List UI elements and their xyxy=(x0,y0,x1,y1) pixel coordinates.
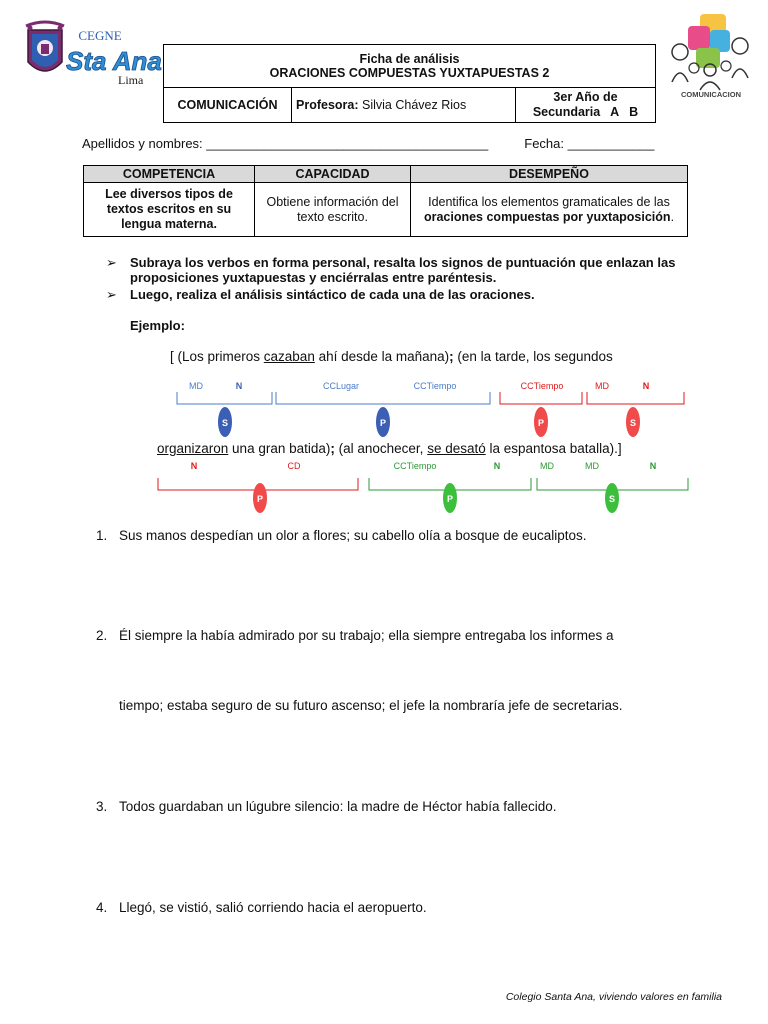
communication-people-icon xyxy=(672,14,748,90)
exercise-1 xyxy=(96,528,736,543)
analysis-label: CCTiempo xyxy=(413,381,457,391)
analysis-label: MD xyxy=(585,461,599,471)
exercise-text: Sus manos despedían un olor a flores; su cabello olía a bosque de eucaliptos. xyxy=(119,528,587,543)
competency-table xyxy=(83,165,688,237)
desempeno-bold: oraciones compuestas por yuxtaposición xyxy=(423,209,671,224)
logo-main-text: Sta Ana xyxy=(66,46,162,76)
name-field[interactable]: _______________________________________ xyxy=(206,136,489,151)
instruction-2-text: Luego, realiza el análisis sintáctico de cada una de las oraciones. xyxy=(130,287,535,302)
capacidad-cell: Obtiene información del texto escrito. xyxy=(255,183,411,237)
student-info-line xyxy=(82,136,682,151)
analysis-label: N xyxy=(649,461,657,471)
exercise-text: tiempo; estaba seguro de su futuro ascenso; el jefe la nombraría jefe de secretarias. xyxy=(119,698,623,713)
teacher-name: Silvia Chávez Rios xyxy=(362,98,467,112)
bracket-subject xyxy=(587,392,684,404)
desempeno-pre: Identifica los elementos gramaticales de las xyxy=(428,194,670,209)
example-text: ahí desde la mañana) xyxy=(314,349,450,364)
bracket-subject xyxy=(177,392,272,404)
example-text: (en la tarde, los segundos xyxy=(453,349,613,364)
oval-p xyxy=(376,407,390,437)
analysis-label: MD xyxy=(189,381,203,391)
desempeno-post: . xyxy=(670,209,675,224)
communication-logo-caption: COMUNICACION xyxy=(681,90,741,99)
teacher-cell xyxy=(292,88,516,123)
oval-p xyxy=(253,483,267,513)
oval-label: P xyxy=(446,494,454,504)
teacher-label: Profesora: xyxy=(296,98,359,112)
example-line-1 xyxy=(170,349,613,364)
header-capacidad: CAPACIDAD xyxy=(255,166,411,183)
date-label: Fecha: xyxy=(524,136,568,151)
desempeno-cell xyxy=(411,183,688,237)
example-label: Ejemplo: xyxy=(130,318,185,333)
analysis-label: CCTiempo xyxy=(520,381,564,391)
grade-line1: 3er Año de xyxy=(553,90,618,104)
exercise-number: 4. xyxy=(96,900,108,915)
syntax-analysis-diagram xyxy=(0,370,768,520)
analysis-label: N xyxy=(493,461,501,471)
oval-label: P xyxy=(379,418,387,428)
example-verb: se desató xyxy=(427,441,486,456)
analysis-label: N xyxy=(235,381,243,391)
header-competencia: COMPETENCIA xyxy=(84,166,255,183)
example-verb: organizaron xyxy=(157,441,229,456)
exercise-number: 1. xyxy=(96,528,108,543)
name-label: Apellidos y nombres: xyxy=(82,136,207,151)
worksheet-type: Ficha de análisis xyxy=(359,52,460,66)
exercise-text: Todos guardaban un lúgubre silencio: la madre de Héctor había fallecido. xyxy=(119,799,557,814)
worksheet-title: ORACIONES COMPUESTAS YUXTAPUESTAS 2 xyxy=(269,66,550,80)
header-table xyxy=(163,44,656,123)
instruction-1 xyxy=(108,255,728,285)
logo-bottom-text: Lima xyxy=(118,73,144,87)
bullet-arrow-icon: ➢ xyxy=(106,255,117,270)
analysis-label: CD xyxy=(287,461,301,471)
oval-label: S xyxy=(629,418,637,428)
page-footer: Colegio Santa Ana, viviendo valores en familia xyxy=(505,991,722,1003)
analysis-label: N xyxy=(642,381,650,391)
analysis-label: CCLugar xyxy=(322,381,360,391)
exercise-number: 3. xyxy=(96,799,108,814)
oval-p xyxy=(534,407,548,437)
header-desempeno: DESEMPEÑO xyxy=(411,166,688,183)
area-cell: COMUNICACIÓN xyxy=(164,88,292,123)
oval-label: S xyxy=(221,418,229,428)
analysis-label: MD xyxy=(595,381,609,391)
analysis-label: N xyxy=(190,461,198,471)
oval-s xyxy=(626,407,640,437)
grade-line2: Secundaria A B xyxy=(532,105,639,119)
header-title-cell xyxy=(164,45,656,88)
communication-logo xyxy=(670,12,752,100)
exercise-2-continued xyxy=(96,698,736,713)
logo-top-text: CEGNE xyxy=(78,28,122,43)
school-crest-icon xyxy=(26,22,64,71)
school-logo xyxy=(22,22,162,92)
example-verb: cazaban xyxy=(263,349,315,364)
bracket-predicate xyxy=(276,392,490,404)
analysis-label: MD xyxy=(540,461,554,471)
oval-label: S xyxy=(608,494,616,504)
exercise-text: Llegó, se vistió, salió corriendo hacia el aeropuerto. xyxy=(119,900,427,915)
exercise-2 xyxy=(96,628,736,643)
example-text: [ (Los primeros xyxy=(170,349,264,364)
example-semicolon: ; xyxy=(330,441,335,456)
example-text: una gran batida) xyxy=(228,441,331,456)
analysis-label: CCTiempo xyxy=(393,461,437,471)
oval-s xyxy=(218,407,232,437)
bracket-predicate xyxy=(500,392,582,404)
oval-p xyxy=(443,483,457,513)
example-semicolon: ; xyxy=(449,349,454,364)
competencia-cell: Lee diversos tipos de textos escritos en su lengua materna. xyxy=(84,183,255,237)
instruction-1-text: Subraya los verbos en forma personal, resalta los signos de puntuación que enlazan las proposiciones yuxtapuestas y enciérralas entre paréntesis. xyxy=(130,255,676,285)
instruction-2 xyxy=(108,287,728,302)
grade-cell xyxy=(516,88,656,123)
exercise-number: 2. xyxy=(96,628,108,643)
exercise-text: Él siempre la había admirado por su trabajo; ella siempre entregaba los informes a xyxy=(119,628,614,643)
oval-label: P xyxy=(256,494,264,504)
exercise-4 xyxy=(96,900,736,915)
bullet-arrow-icon: ➢ xyxy=(106,287,117,302)
example-text: la espantosa batalla).] xyxy=(485,441,622,456)
example-text: (al anochecer, xyxy=(334,441,428,456)
oval-s xyxy=(605,483,619,513)
exercise-3 xyxy=(96,799,736,814)
oval-label: P xyxy=(537,418,545,428)
date-field[interactable]: ____________ xyxy=(567,136,655,151)
